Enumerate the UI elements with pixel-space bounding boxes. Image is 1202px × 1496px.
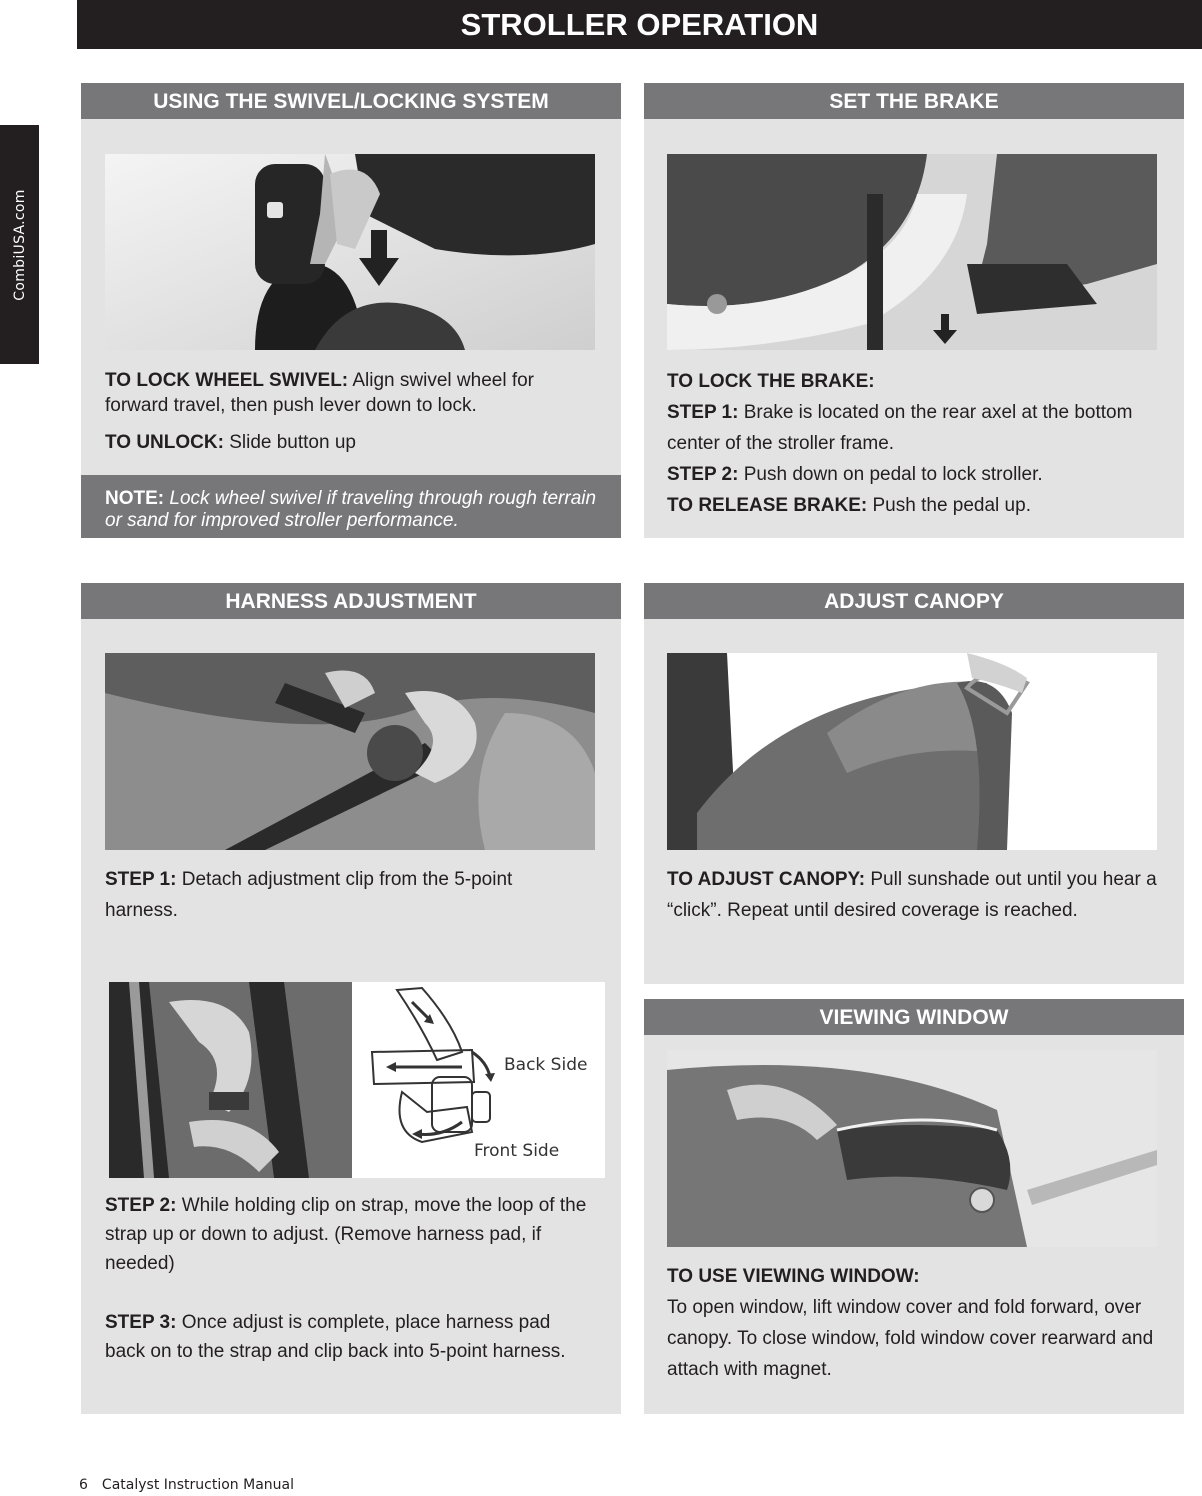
brake-panel-title: SET THE BRAKE <box>644 83 1184 119</box>
canopy-text: Pull sunshade out until you hear a “click”. Repeat until desired coverage is reached. <box>667 869 1157 921</box>
swivel-wheel-photo <box>105 154 595 350</box>
lock-swivel-label: TO LOCK WHEEL SWIVEL: <box>105 370 349 391</box>
brake-release-label: TO RELEASE BRAKE: <box>667 495 868 516</box>
brake-step1-text: Brake is located on the rear axel at the bottom center of the stroller frame. <box>667 402 1133 454</box>
canopy-instructions <box>667 864 1157 926</box>
viewing-window-text: To open window, lift window cover and fold forward, over canopy. To close window, fold window cover rearward and attach with magnet. <box>667 1297 1154 1380</box>
canopy-panel <box>644 583 1184 984</box>
harness-loop-photo <box>109 982 352 1178</box>
brake-step2-text: Push down on pedal to lock stroller. <box>738 464 1043 485</box>
viewing-window-heading: TO USE VIEWING WINDOW: <box>667 1266 920 1287</box>
note-text: Lock wheel swivel if traveling through rough terrain or sand for improved stroller performance. <box>105 488 597 531</box>
brake-step2-label: STEP 2: <box>667 464 739 485</box>
harness-step3-text: Once adjust is complete, place harness pad back on to the strap and clip back into 5-point harness. <box>105 1312 566 1362</box>
unlock-label: TO UNLOCK: <box>105 432 224 453</box>
harness-step2-3 <box>105 1191 595 1366</box>
manual-name: Catalyst Instruction Manual <box>101 1477 295 1493</box>
viewing-window-photo <box>667 1050 1157 1247</box>
viewing-window-panel <box>644 999 1184 1414</box>
unlock-text: Slide button up <box>223 432 356 453</box>
page-title: STROLLER OPERATION <box>77 0 1202 49</box>
harness-step1-label: STEP 1: <box>105 869 177 890</box>
brake-step1-label: STEP 1: <box>667 402 739 423</box>
side-tab <box>0 125 39 364</box>
lock-swivel-text: Align swivel wheel for forward travel, then push lever down to lock. <box>105 370 535 416</box>
swivel-note <box>81 475 621 538</box>
harness-step1-text: Detach adjustment clip from the 5-point harness. <box>105 869 513 921</box>
viewing-window-panel-title: VIEWING WINDOW <box>644 999 1184 1035</box>
harness-clip-photo <box>105 653 595 850</box>
harness-panel <box>81 583 621 1414</box>
canopy-panel-title: ADJUST CANOPY <box>644 583 1184 619</box>
brake-panel <box>644 83 1184 538</box>
harness-step2-text: While holding clip on strap, move the loop of the strap up or down to adjust. (Remove harness pad, if needed) <box>105 1195 587 1274</box>
swivel-instructions <box>105 368 600 455</box>
harness-step1 <box>105 864 575 926</box>
harness-step3-label: STEP 3: <box>105 1312 177 1333</box>
page-number: 6 <box>79 1477 88 1493</box>
swivel-panel-title: USING THE SWIVEL/LOCKING SYSTEM <box>81 83 621 119</box>
canopy-photo <box>667 653 1157 850</box>
harness-panel-title: HARNESS ADJUSTMENT <box>81 583 621 619</box>
note-label: NOTE: <box>105 488 165 509</box>
page-footer <box>79 1477 294 1493</box>
strap-loop-diagram <box>352 982 605 1178</box>
swivel-panel <box>81 83 621 538</box>
canopy-label: TO ADJUST CANOPY: <box>667 869 866 890</box>
brake-heading: TO LOCK THE BRAKE: <box>667 371 875 392</box>
side-tab-url: CombiUSA.com <box>11 188 28 301</box>
diagram-front-side-label: Front Side <box>474 1141 560 1161</box>
viewing-window-instructions <box>667 1261 1162 1385</box>
diagram-back-side-label: Back Side <box>504 1055 588 1075</box>
brake-pedal-photo <box>667 154 1157 350</box>
harness-step2-label: STEP 2: <box>105 1195 177 1216</box>
brake-release-text: Push the pedal up. <box>867 495 1031 516</box>
brake-instructions <box>667 366 1167 521</box>
